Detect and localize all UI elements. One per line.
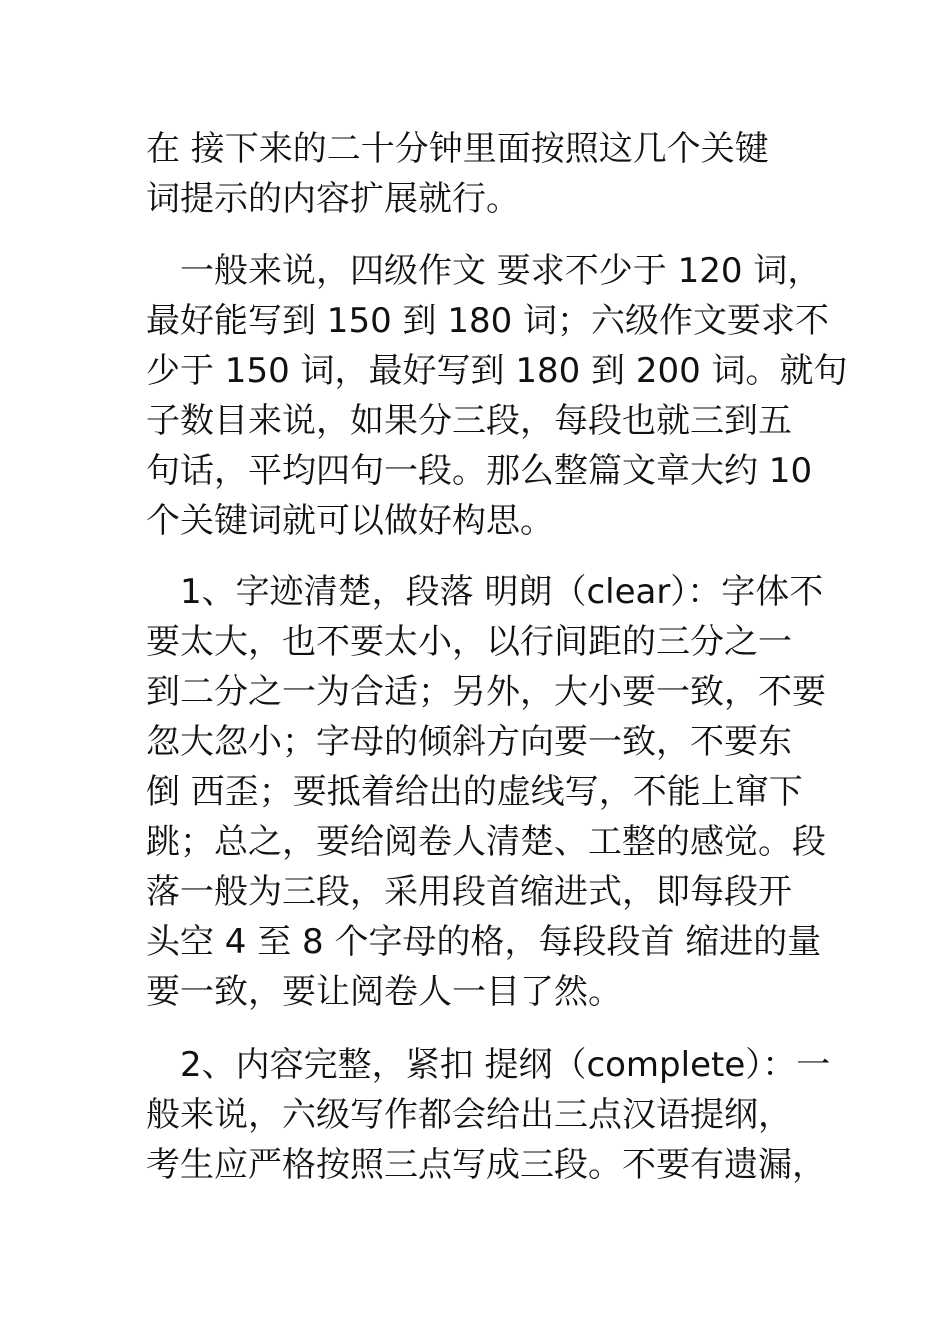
text-line: 跳；总之，要给阅卷人清楚、工整的感觉。段 [146, 822, 826, 862]
text-line: 句话，平均四句一段。那么整篇文章大约 10 [146, 451, 813, 491]
text-line: 落一般为三段，采用段首缩进式，即每段开 [146, 872, 792, 912]
text-line: 到二分之一为合适；另外，大小要一致，不要 [146, 672, 826, 712]
text-line: 头空 4 至 8 个字母的格，每段段首 缩进的量 [146, 922, 822, 962]
paragraph-point-1-clear [146, 567, 826, 1017]
paragraph-intro-continuation [146, 124, 811, 224]
text-line: 1、字迹清楚，段落 明朗（clear）：字体不 [146, 572, 824, 612]
text-line: 子数目来说，如果分三段，每段也就三到五 [146, 401, 792, 441]
text-line: 个关键词就可以做好构思。 [146, 501, 554, 541]
text-line: 要一致，要让阅卷人一目了然。 [146, 972, 622, 1012]
text-line: 倒 西歪；要抵着给出的虚线写，不能上窜下 [146, 772, 803, 812]
text-line: 忽大忽小；字母的倾斜方向要一致，不要东 [146, 722, 792, 762]
text-line: 要太大，也不要太小，以行间距的三分之一 [146, 622, 792, 662]
text-line: 在 接下来的二十分钟里面按照这几个关键 [146, 129, 769, 169]
text-line: 少于 150 词，最好写到 180 到 200 词。就句 [146, 351, 848, 391]
text-line: 词提示的内容扩展就行。 [146, 179, 520, 219]
text-line: 般来说，六级写作都会给出三点汉语提纲， [146, 1095, 792, 1135]
paragraph-point-2-complete [146, 1040, 831, 1190]
paragraph-word-count [146, 246, 848, 546]
text-line: 考生应严格按照三点写成三段。不要有遗漏， [146, 1145, 826, 1185]
text-line: 最好能写到 150 到 180 词；六级作文要求不 [146, 301, 830, 341]
text-line: 一般来说，四级作文 要求不少于 120 词， [146, 251, 822, 291]
text-line: 2、内容完整，紧扣 提纲（complete）：一 [146, 1045, 831, 1085]
